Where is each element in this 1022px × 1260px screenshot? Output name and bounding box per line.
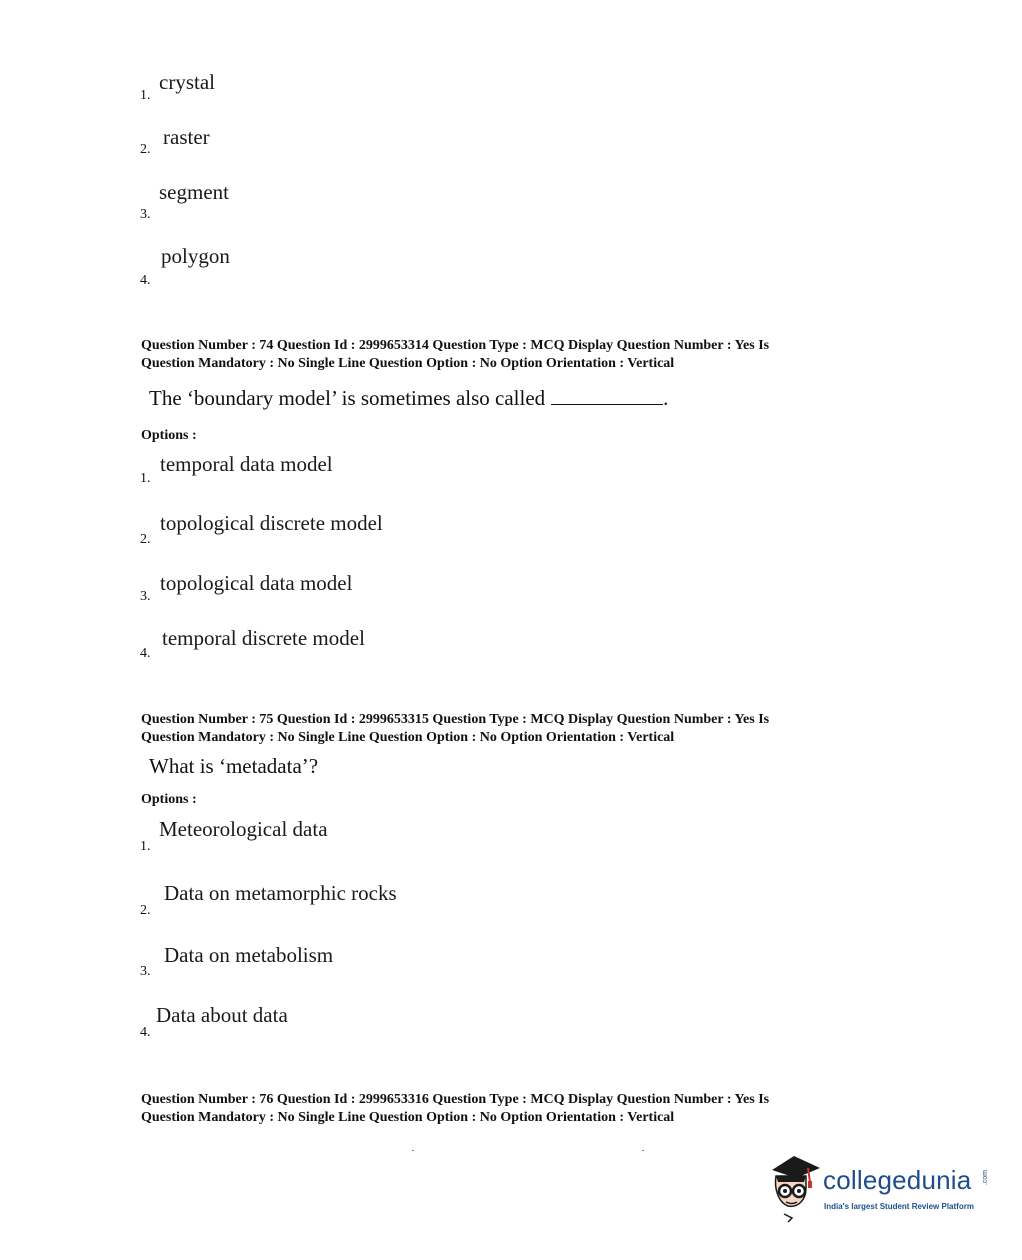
logo-suffix: .com	[982, 1170, 989, 1186]
option-number: 2.	[140, 142, 151, 157]
question-end: .	[663, 386, 669, 410]
question-text: The ‘boundary model’ is sometimes also called	[149, 386, 546, 410]
collegedunia-logo[interactable]	[764, 1152, 994, 1224]
option-text: temporal discrete model	[162, 626, 365, 650]
options-label: Options :	[141, 428, 197, 443]
option-number: 4.	[140, 1025, 151, 1040]
option-number: 2.	[140, 903, 151, 918]
option-text: Data about data	[156, 1003, 288, 1027]
option-number: 4.	[140, 646, 151, 661]
option-text: temporal data model	[160, 452, 333, 476]
option-number: 1.	[140, 471, 151, 486]
meta-line-2: Question Mandatory : No Single Line Question Option : No Option Orientation : Vertical	[141, 1110, 675, 1125]
option-number: 2.	[140, 532, 151, 547]
option-text: Meteorological data	[159, 817, 328, 841]
scan-mark	[412, 1150, 414, 1151]
option-text: polygon	[161, 244, 230, 268]
meta-line-1: Question Number : 76 Question Id : 2999653316 Question Type : MCQ Display Question Number : Yes Is	[141, 1092, 770, 1107]
meta-line-1: Question Number : 74 Question Id : 2999653314 Question Type : MCQ Display Question Number : Yes Is	[141, 338, 770, 353]
options-label: Options :	[141, 792, 197, 807]
option-text: Data on metabolism	[164, 943, 334, 967]
meta-line-2: Question Mandatory : No Single Line Question Option : No Option Orientation : Vertical	[141, 730, 675, 745]
question-76-meta	[141, 1091, 861, 1127]
question-75-text	[149, 754, 318, 779]
option-text: Data on metamorphic rocks	[164, 881, 397, 905]
option-number: 4.	[140, 273, 151, 288]
meta-line-2: Question Mandatory : No Single Line Question Option : No Option Orientation : Vertical	[141, 356, 675, 371]
logo-tagline: India's largest Student Review Platform	[824, 1202, 974, 1211]
question-text: What is ‘metadata’?	[149, 754, 319, 778]
option-number: 3.	[140, 964, 151, 979]
option-number: 1.	[140, 839, 151, 854]
option-text: topological data model	[160, 571, 353, 595]
option-number: 3.	[140, 589, 151, 604]
scan-mark	[642, 1150, 644, 1151]
option-number: 1.	[140, 88, 151, 103]
option-text: segment	[159, 180, 229, 204]
option-text: topological discrete model	[160, 511, 383, 535]
question-74-meta	[141, 337, 861, 373]
logo-wordmark: collegedunia	[823, 1165, 972, 1195]
option-text: raster	[163, 125, 210, 149]
question-75-meta	[141, 711, 861, 747]
mascot-icon	[764, 1152, 822, 1224]
option-text: crystal	[159, 70, 215, 94]
option-number: 3.	[140, 207, 151, 222]
meta-line-1: Question Number : 75 Question Id : 2999653315 Question Type : MCQ Display Question Number : Yes Is	[141, 712, 770, 727]
question-74-text	[149, 386, 668, 411]
answer-blank	[551, 386, 663, 405]
